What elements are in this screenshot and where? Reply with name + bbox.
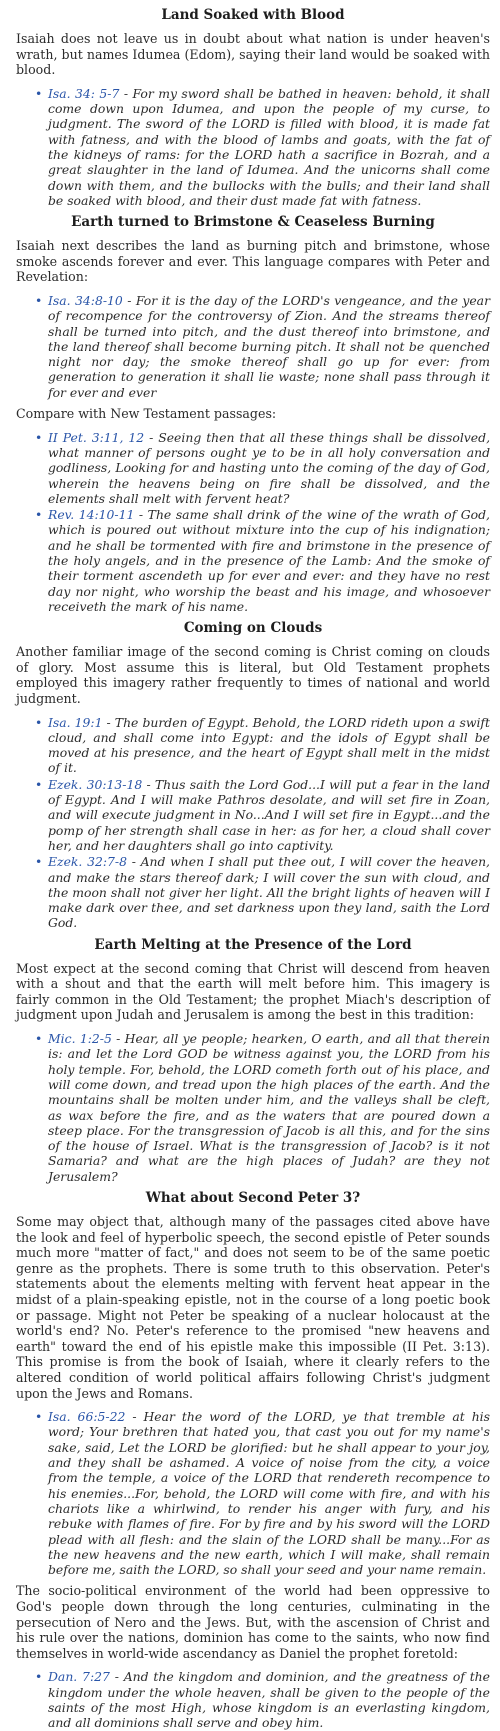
scripture-quote — [35, 429, 491, 506]
scripture-text: - And the kingdom and dominion, and the greatness of the kingdom under the whole heaven, shall be given to the people of the saints of the most High, whose kingdom is an everlasting kingdom, and all dominions shall serve and obey him. — [48, 1669, 490, 1731]
scripture-text: - Thus saith the Lord God...I will put a fear in the land of Egypt. And I will make Pathros desolate, and will set fire in Zoan, and will execute judgment in No...And I will set fire in Egypt...and the pomp of her strength shall case in her: as for her, a cloud shall cover her, and her daughters shall go into captivity. — [48, 776, 490, 853]
scripture-quote — [35, 854, 490, 931]
scripture-link[interactable]: Rev. 14:10-11 — [48, 507, 135, 523]
section-heading: What about Second Peter 3? — [145, 1190, 361, 1207]
scripture-text: - Seeing then that all these things shall be dissolved, what manner of persons ought ye to be in all holy conversation and godliness, Looking for and hasting unto the coming of the day of God, wherein the heavens being on fire shall be dissolved, and the elements shall melt with fervent heat? — [48, 429, 491, 506]
scripture-text: - The burden of Egypt. Behold, the LORD rideth upon a swift cloud, and shall come into Egypt: and the idols of Egypt shall be moved at his presence, and the heart of Egypt shall melt in the midst of it. — [48, 714, 491, 776]
scripture-text: - Hear the word of the LORD, ye that tremble at his word; Your brethren that hated you, that cast you out for my name's sake, said, Let the LORD be glorified: but he shall appear to your joy, and they shall be ashamed. A voice of noise from the city, a voice from the temple, a voice of the LORD that rendereth recompence to his enemies...For, behold, the LORD will come with fire, and with his chariots like a whirlwind, to render his anger with fury, and his rebuke with flames of fire. For by fire and by his sword will the LORD plead with all flesh: and the slain of the LORD shall be many...For as the new heavens and the new earth, which I will make, shall remain before me, saith the LORD, so shall your seed and your name remain. — [48, 1409, 490, 1578]
scripture-quote — [35, 714, 491, 776]
bullet-icon: • — [35, 714, 43, 730]
scripture-text: - For it is the day of the LORD's vengeance, and the year of recompence for the controversy of Zion. And the streams thereof shall be turned into pitch, and the dust thereof into brimstone, and the land thereof shall become burning pitch. It shall not be quenched night nor day; the smoke thereof shall go up for ever: from generation to generation it shall lie waste; none shall pass through it for ever and ever — [48, 292, 490, 400]
scripture-quote — [35, 1669, 490, 1731]
scripture-link[interactable]: Mic. 1:2-5 — [48, 1031, 112, 1047]
bullet-icon: • — [35, 1669, 43, 1685]
body-paragraph: Most expect at the second coming that Christ will descend from heaven with a shout and that the earth will melt before him. This imagery is fairly common in the Old Testament; the prophet Miach's description of judgment upon Judah and Jerusalem is among the best in this tradition: — [16, 960, 490, 1023]
section-heading: Land Soaked with Blood — [161, 7, 345, 23]
scripture-link[interactable]: Ezek. 32:7-8 — [48, 854, 127, 870]
body-paragraph: Some may object that, although many of the passages cited above have the look and feel of hyperbolic speech, the second epistle of Peter sounds much more "matter of fact," and does not seem to be of the same poetic genre as the prophets. There is some truth to this observation. Peter's statements about the elements melting with fervent heat appear in the midst of a plain-speaking epistle, not in the course of a long poetic book or passage. Might not Peter be speaking of a nuclear holocaust at the world's end? No. Peter's reference to the promised "new heavens and earth" toward the end of his epistle make this impossible (II Pet. 3:13). This promise is from the book of Isaiah, where it clearly refers to the altered condition of world political affairs following Christ's judgment upon the Jews and Romans. — [16, 1214, 490, 1401]
scripture-list — [16, 430, 490, 615]
scripture-list — [16, 715, 490, 931]
scripture-list — [16, 1031, 490, 1184]
scripture-quote — [35, 507, 490, 614]
scripture-link[interactable]: Isa. 34: 5-7 — [48, 85, 120, 101]
scripture-text: - Hear, all ye people; hearken, O earth, and all that therein is: and let the Lord GOD be witness against you, the LORD from his holy temple. For, behold, the LORD cometh forth out of his place, and will come down, and tread upon the high places of the earth. And the mountains shall be molten under him, and the valleys shall be cleft, as wax before the fire, and as the waters that are poured down a steep place. For the transgression of Jacob is all this, and for the sins of the house of Israel. What is the transgression of Jacob? is it not Samaria? and what are the high places of Judah? are they not Jerusalem? — [48, 1031, 490, 1184]
scripture-link[interactable]: Isa. 34:8-10 — [48, 292, 123, 308]
scripture-quote — [35, 1409, 490, 1578]
body-paragraph: Isaiah does not leave us in doubt about what nation is under heaven's wrath, but names Idumea (Edom), saying their land would be soaked with blood. — [16, 31, 490, 78]
scripture-link[interactable]: Dan. 7:27 — [48, 1669, 110, 1685]
bullet-icon: • — [35, 85, 43, 101]
scripture-link[interactable]: Isa. 19:1 — [48, 714, 103, 730]
body-paragraph: Another familiar image of the second coming is Christ coming on clouds of glory. Most assume this is literal, but Old Testament prophets employed this imagery rather frequently to times of national and world judgment. — [16, 644, 490, 706]
bullet-icon: • — [35, 776, 43, 792]
scripture-link[interactable]: Ezek. 30:13-18 — [48, 776, 143, 792]
scripture-list — [16, 293, 490, 400]
body-paragraph: The socio-political environment of the world had been oppressive to God's people down through the long centuries, culminating in the persecution of Nero and the Jews. But, with the ascension of Christ and his rule over the nations, dominion has come to the saints, who now find themselves in world-wide ascendancy as Daniel the prophet foretold: — [16, 1583, 490, 1661]
body-paragraph: Isaiah next describes the land as burning pitch and brimstone, whose smoke ascends forever and ever. This language compares with Peter and Revelation: — [16, 238, 490, 285]
scripture-quote — [35, 85, 490, 208]
scripture-list — [16, 1409, 490, 1577]
bullet-icon: • — [35, 854, 43, 870]
bullet-icon: • — [35, 1031, 43, 1047]
scripture-text: - The same shall drink of the wine of the wrath of God, which is poured out without mixture into the cup of his indignation; and he shall be tormented with fire and brimstone in the presence of the holy angels, and in the presence of the Lamb: And the smoke of their torment ascendeth up for ever and ever: and they have no rest day nor night, who worship the beast and his image, and whosoever receiveth the mark of his name. — [48, 507, 490, 614]
scripture-link[interactable]: II Pet. 3:11, 12 — [48, 429, 145, 445]
scripture-list — [16, 1669, 490, 1730]
section-heading: Earth Melting at the Presence of the Lord — [94, 936, 412, 953]
bullet-icon: • — [35, 429, 43, 445]
scripture-text: - And when I shall put thee out, I will cover the heaven, and make the stars thereof dark; I will cover the sun with cloud, and the moon shall not giver her light. All the bright lights of heaven will I make dark over thee, and set darkness upon they land, saith the Lord God. — [48, 854, 490, 931]
bullet-icon: • — [35, 292, 43, 308]
scripture-quote — [35, 776, 490, 853]
scripture-quote — [35, 292, 490, 400]
scripture-quote — [35, 1031, 490, 1184]
scripture-text: - For my sword shall be bathed in heaven: behold, it shall come down upon Idumea, and upon the people of my curse, to judgment. The sword of the LORD is filled with blood, it is made fat with fatness, and with the blood of lambs and goats, with the fat of the kidneys of rams: for the LORD hath a sacrifice in Bozrah, and a great slaughter in the land of Idumea. And the unicorns shall come down with them, and the bullocks with the bulls; and their land shall be soaked with blood, and their dust made fat with fatness. — [48, 85, 490, 208]
scripture-list — [16, 86, 490, 208]
bullet-icon: • — [35, 507, 43, 523]
scripture-link[interactable]: Isa. 66:5-22 — [48, 1409, 126, 1425]
section-heading: Coming on Clouds — [183, 620, 323, 637]
bullet-icon: • — [35, 1409, 43, 1425]
body-paragraph: Compare with New Testament passages: — [16, 406, 277, 422]
section-heading: Earth turned to Brimstone & Ceaseless Burning — [71, 214, 435, 231]
